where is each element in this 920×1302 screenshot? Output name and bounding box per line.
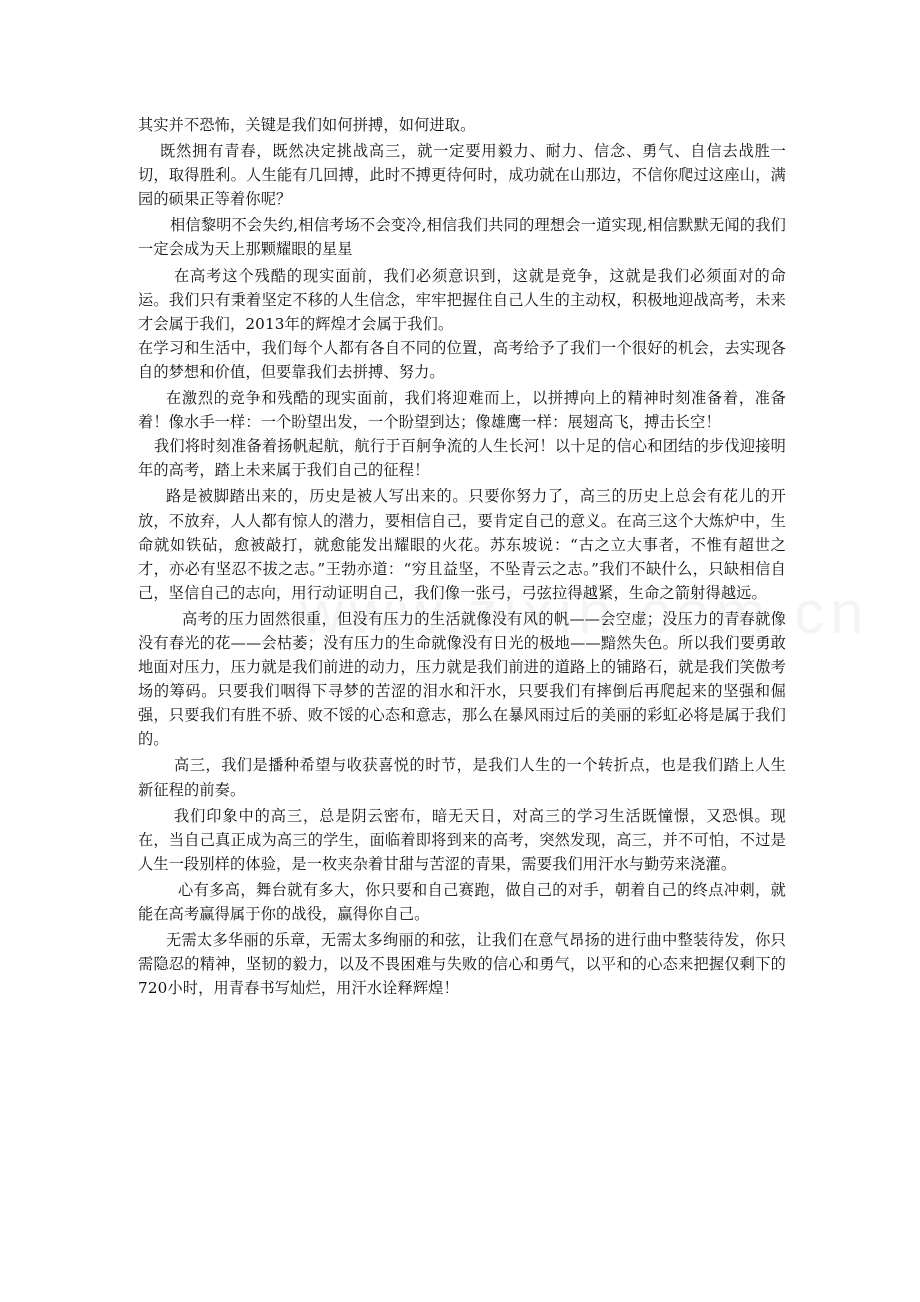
paragraph-1: 其实并不恐怖，关键是我们如何拼搏，如何进取。 xyxy=(138,116,476,134)
paragraph-3: 相信黎明不会失约,相信考场不会变冷,相信我们共同的理想会一道实现,相信默默无闻的我们一定会成为天上那颗耀眼的星星 xyxy=(138,216,786,259)
paragraph-6: 在激烈的竞争和残酷的现实面前，我们将迎难而上，以拼搏向上的精神时刻准备着，准备着！像水手一样：一个盼望出发，一个盼望到达；像雄鹰一样：展翅高飞，搏击长空！ xyxy=(138,389,786,432)
paragraph-8: 路是被脚踏出来的，历史是被人写出来的。只要你努力了，高三的历史上总会有花儿的开放，不放弃，人人都有惊人的潜力，要相信自己，要肯定自己的意义。在高三这个大炼炉中，生命就如铁砧，愈被敲打，就愈能发出耀眼的火花。苏东坡说：“古之立大事者，不惟有超世之才，亦必有坚忍不拔之志。”王勃亦道：“穷且益坚，不坠青云之志。”我们不缺什么，只缺相信自己，坚信自己的志向，用行动证明自己，我们像一张弓，弓弦拉得越紧，生命之箭射得越远。 xyxy=(138,487,786,602)
paragraph-11: 我们印象中的高三，总是阴云密布，暗无天日，对高三的学习生活既憧憬，又恐惧。现在，当自己真正成为高三的学生，面临着即将到来的高考，突然发现，高三，并不可怕，不过是人生一段别样的体验，是一枚夹杂着甘甜与苦涩的青果，需要我们用汗水与勤劳来浇灌。 xyxy=(138,806,786,873)
paragraph-2: 既然拥有青春，既然决定挑战高三，就一定要用毅力、耐力、信念、勇气、自信去战胜一切，取得胜利。人生能有几回搏，此时不搏更待何时，成功就在山那边，不信你爬过这座山，满园的硕果正等着你呢？ xyxy=(138,142,786,209)
paragraph-5: 在学习和生活中，我们每个人都有各自不同的位置，高考给予了我们一个很好的机会，去实现各自的梦想和价值，但要靠我们去拼搏、努力。 xyxy=(138,338,786,381)
paragraph-13: 无需太多华丽的乐章，无需太多绚丽的和弦，让我们在意气昂扬的进行曲中整装待发，你只需隐忍的精神，坚韧的毅力，以及不畏困难与失败的信心和勇气，以平和的心态来把握仅剩下的720小时，用青春书写灿烂，用汗水诠释辉煌！ xyxy=(138,931,786,998)
paragraph-7: 我们将时刻准备着扬帆起航，航行于百舸争流的人生长河！以十足的信心和团结的步伐迎接明年的高考，踏上未来属于我们自己的征程！ xyxy=(138,437,786,480)
paragraph-9: 高考的压力固然很重，但没有压力的生活就像没有风的帆——会空虚；没压力的青春就像没有春光的花——会枯萎；没有压力的生命就像没有日光的极地——黯然失色。所以我们要勇敢地面对压力，压力就是我们前进的动力，压力就是我们前进的道路上的铺路石，就是我们笑傲考场的筹码。只要我们咽得下寻梦的苦涩的泪水和汗水，只要我们有摔倒后再爬起来的坚强和倔强，只要我们有胜不骄、败不馁的心态和意志，那么在暴风雨过后的美丽的彩虹必将是属于我们的。 xyxy=(138,609,786,749)
document-body xyxy=(138,113,786,1000)
paragraph-12: 心有多高，舞台就有多大，你只要和自己赛跑，做自己的对手，朝着自己的终点冲刺，就能在高考赢得属于你的战役，赢得你自己。 xyxy=(138,880,786,923)
paragraph-4: 在高考这个残酷的现实面前，我们必须意识到，这就是竞争，这就是我们必须面对的命运。我们只有秉着坚定不移的人生信念，牢牢把握住自己人生的主动权，积极地迎战高考，未来才会属于我们，2013年的辉煌才会属于我们。 xyxy=(138,266,786,333)
paragraph-10: 高三，我们是播种希望与收获喜悦的时节，是我们人生的一个转折点，也是我们踏上人生新征程的前奏。 xyxy=(138,756,786,799)
